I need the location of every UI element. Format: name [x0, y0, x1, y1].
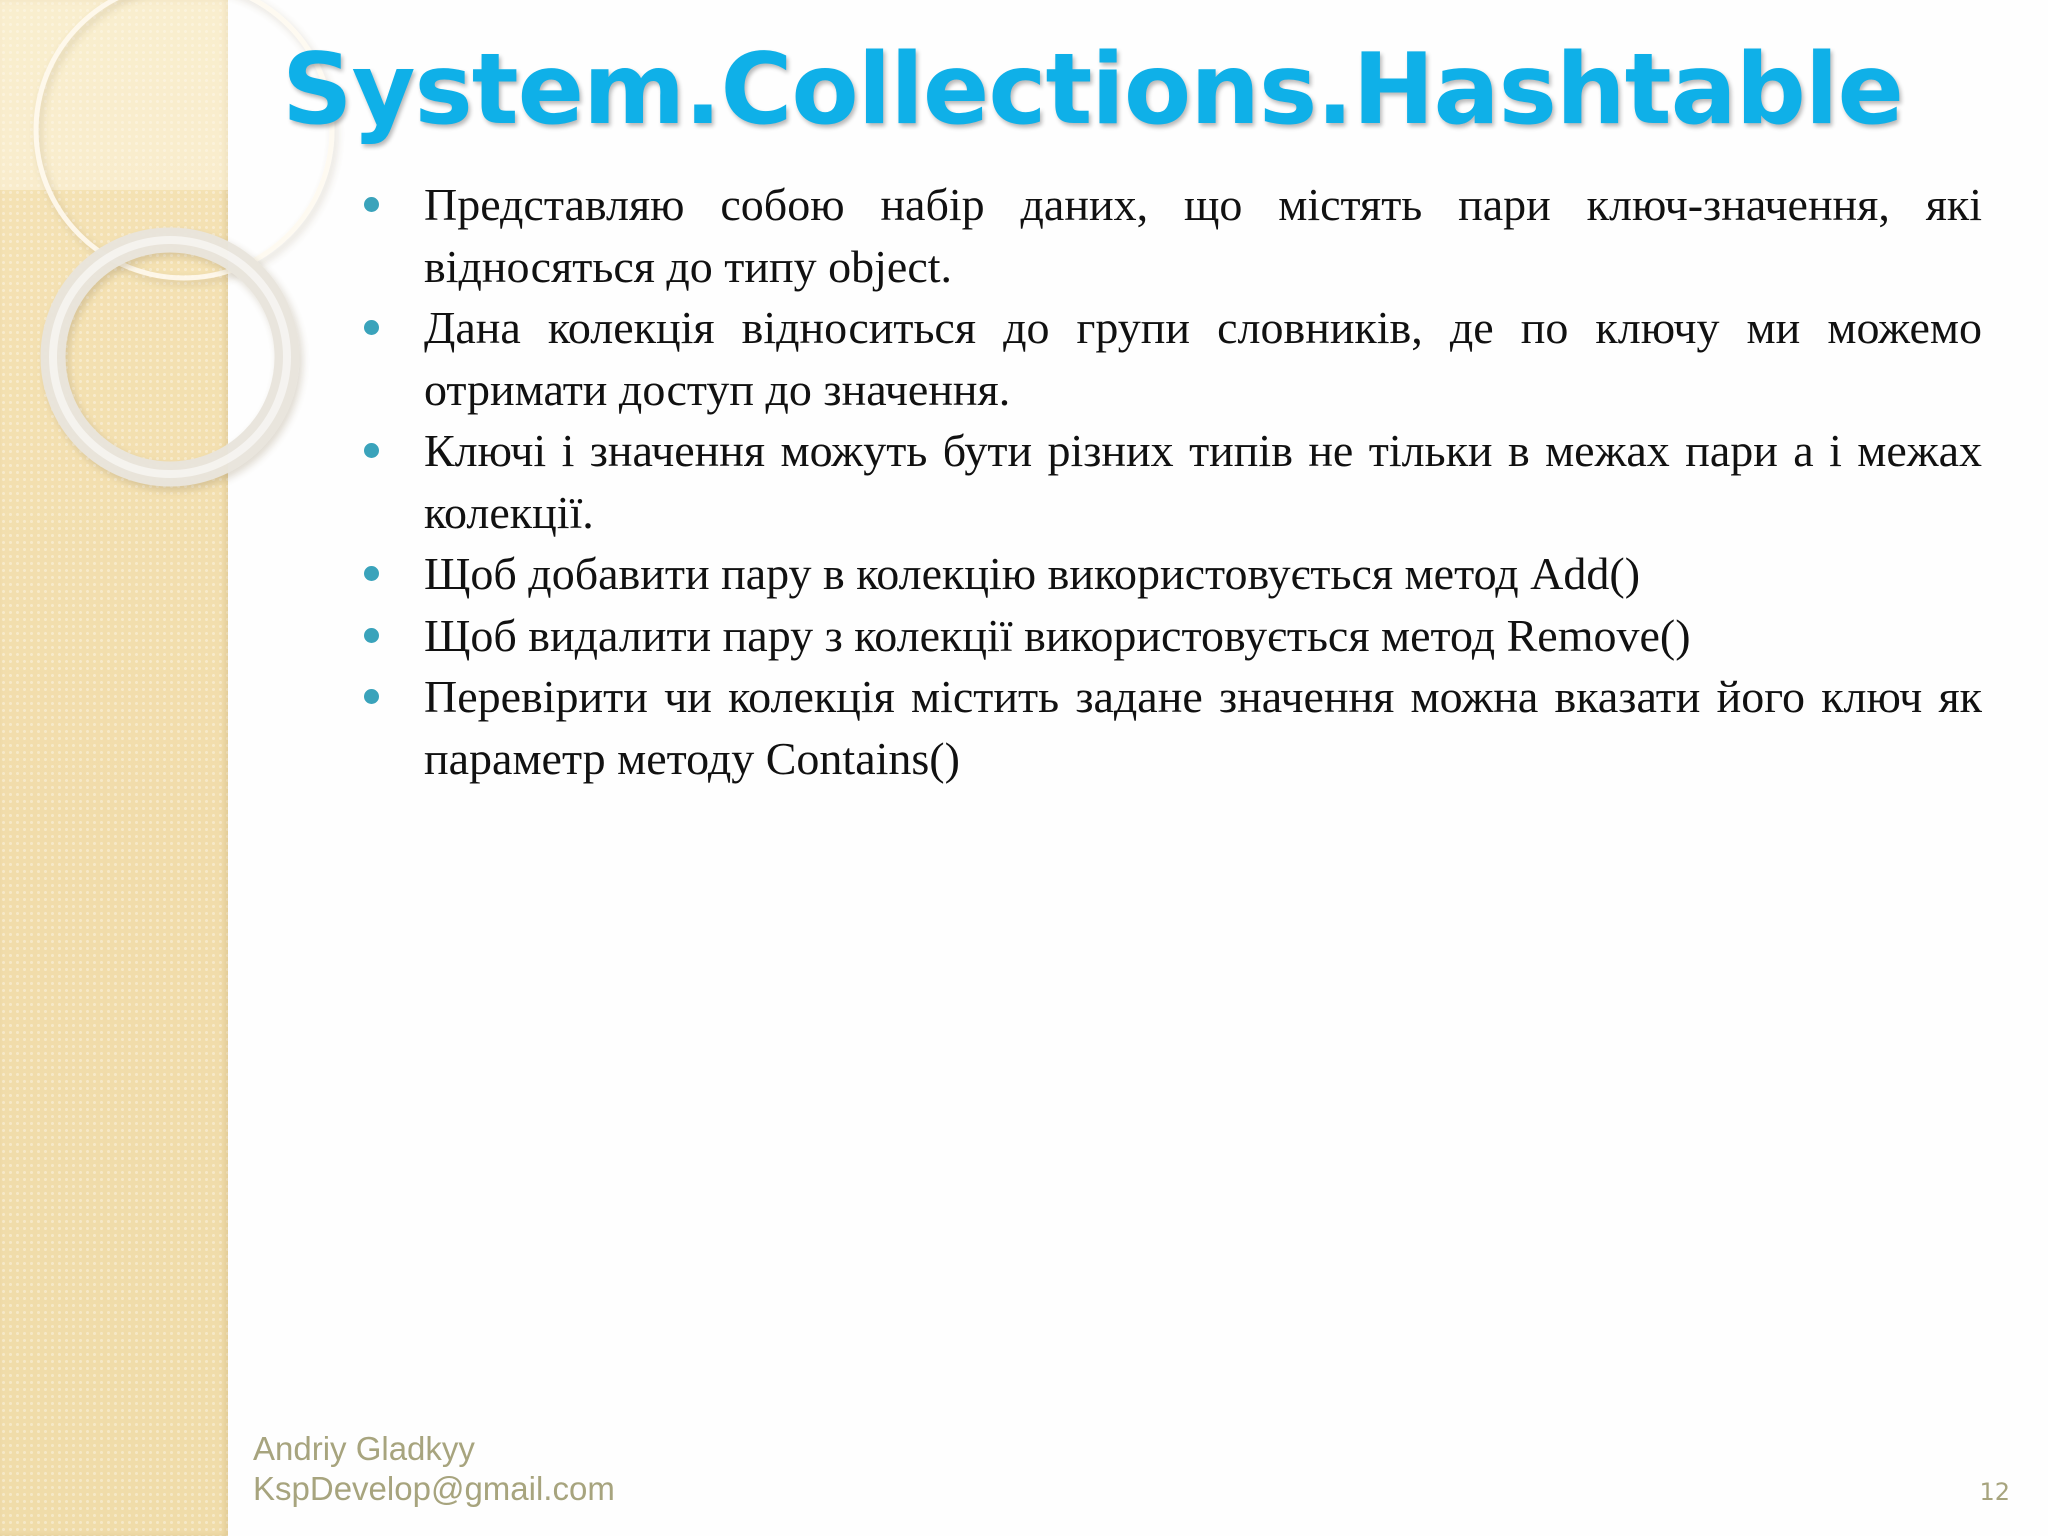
- bullet-dot-icon: [364, 689, 379, 704]
- bullet-item: [364, 605, 1982, 667]
- bullet-text: Перевірити чи колекція містить задане значення можна вказати його ключ як параметр методу Contains(): [424, 671, 1982, 784]
- bullet-text: Представляю собою набір даних, що містять пари ключ-значення, які відносяться до типу object.: [424, 179, 1982, 292]
- bullet-item: [364, 174, 1982, 297]
- bullet-text: Щоб видалити пару з колекції використовується метод Remove(): [424, 609, 1691, 661]
- page-number: 12: [1979, 1478, 2010, 1506]
- bullet-item: [364, 420, 1982, 543]
- footer-email: KspDevelop@gmail.com: [253, 1470, 615, 1507]
- bullet-dot-icon: [364, 566, 379, 581]
- bullet-text: Ключі і значення можуть бути різних типів не тільки в межах пари а і межах колекції.: [424, 425, 1982, 538]
- bullet-text: Щоб добавити пару в колекцію використовується метод Add(): [424, 548, 1641, 599]
- bullet-dot-icon: [364, 320, 379, 335]
- slide-title: System.Collections.Hashtable: [282, 33, 1903, 147]
- bullet-dot-icon: [364, 197, 379, 212]
- bullet-list: [364, 174, 1982, 789]
- bullet-item: [364, 543, 1982, 605]
- bullet-dot-icon: [364, 443, 379, 458]
- bullet-item: [364, 297, 1982, 420]
- bullet-text: Дана колекція відноситься до групи словників, де по ключу ми можемо отримати доступ до значення.: [424, 302, 1982, 415]
- footer-author: Andriy Gladkyy: [253, 1430, 475, 1467]
- bullet-dot-icon: [364, 628, 379, 643]
- decorative-rings-icon: [0, 0, 330, 520]
- bullet-item: [364, 666, 1982, 789]
